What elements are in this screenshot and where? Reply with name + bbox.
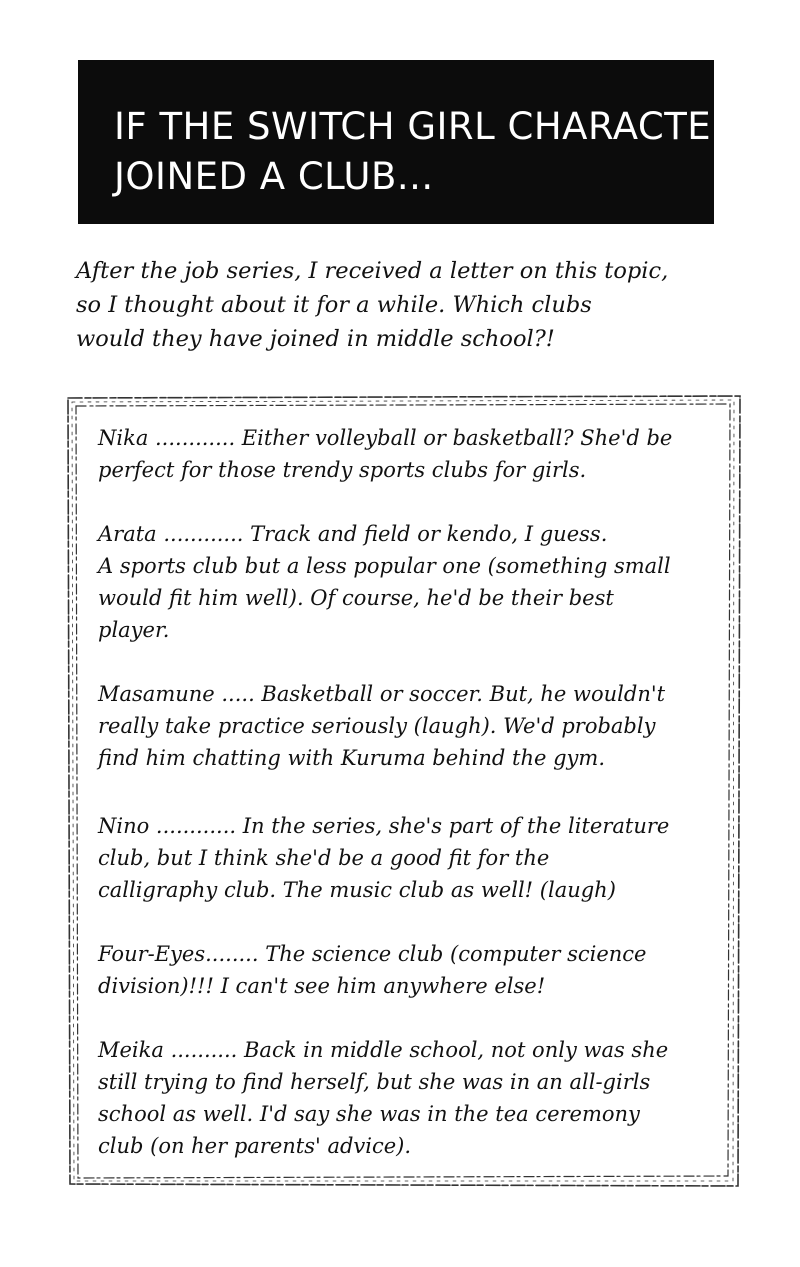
entry-meika (98, 1034, 718, 1162)
entry-line: club, but I think she'd be a good fit for the (98, 846, 550, 870)
intro-line: so I thought about it for a while. Which clubs (76, 292, 592, 318)
entry-line: find him chatting with Kuruma behind the gym. (98, 746, 605, 770)
title-line-2: JOINED A CLUB... (114, 155, 434, 198)
entry-line: Nika ............ Either volleyball or basketball? She'd be (98, 426, 673, 450)
entry-line: school as well. I'd say she was in the tea ceremony (98, 1102, 640, 1126)
entry-line: Nino ............ In the series, she's part of the literature (98, 814, 670, 838)
entry-line: club (on her parents' advice). (98, 1134, 412, 1158)
entry-line: player. (98, 618, 170, 642)
intro-line: would they have joined in middle school?! (76, 326, 555, 352)
entry-line: still trying to find herself, but she was in an all-girls (98, 1070, 651, 1094)
entry-line: A sports club but a less popular one (something small (98, 554, 671, 578)
entry-line: really take practice seriously (laugh). We'd probably (98, 714, 656, 738)
entry-line: calligraphy club. The music club as well! (laugh) (98, 878, 616, 902)
entry-nino (98, 810, 718, 906)
title-banner (78, 60, 762, 224)
entry-four-eyes (98, 938, 718, 1002)
entry-arata (98, 518, 718, 646)
entry-line: would fit him well). Of course, he'd be their best (98, 586, 614, 610)
entry-line: Four-Eyes........ The science club (computer science (98, 942, 647, 966)
entry-nika (98, 422, 718, 486)
entry-line: division)!!! I can't see him anywhere else! (98, 974, 546, 998)
intro-paragraph (76, 254, 736, 356)
entry-line: Meika .......... Back in middle school, not only was she (98, 1038, 669, 1062)
entry-masamune (98, 678, 718, 774)
club-list-panel (64, 392, 742, 1188)
entry-line: Arata ............ Track and field or kendo, I guess. (98, 522, 608, 546)
title-line-1: IF THE SWITCH GIRL CHARACTERS (114, 105, 762, 148)
intro-line: After the job series, I received a letter on this topic, (76, 258, 669, 284)
entry-line: perfect for those trendy sports clubs for girls. (98, 458, 587, 482)
entry-line: Masamune ..... Basketball or soccer. But, he wouldn't (98, 682, 666, 706)
